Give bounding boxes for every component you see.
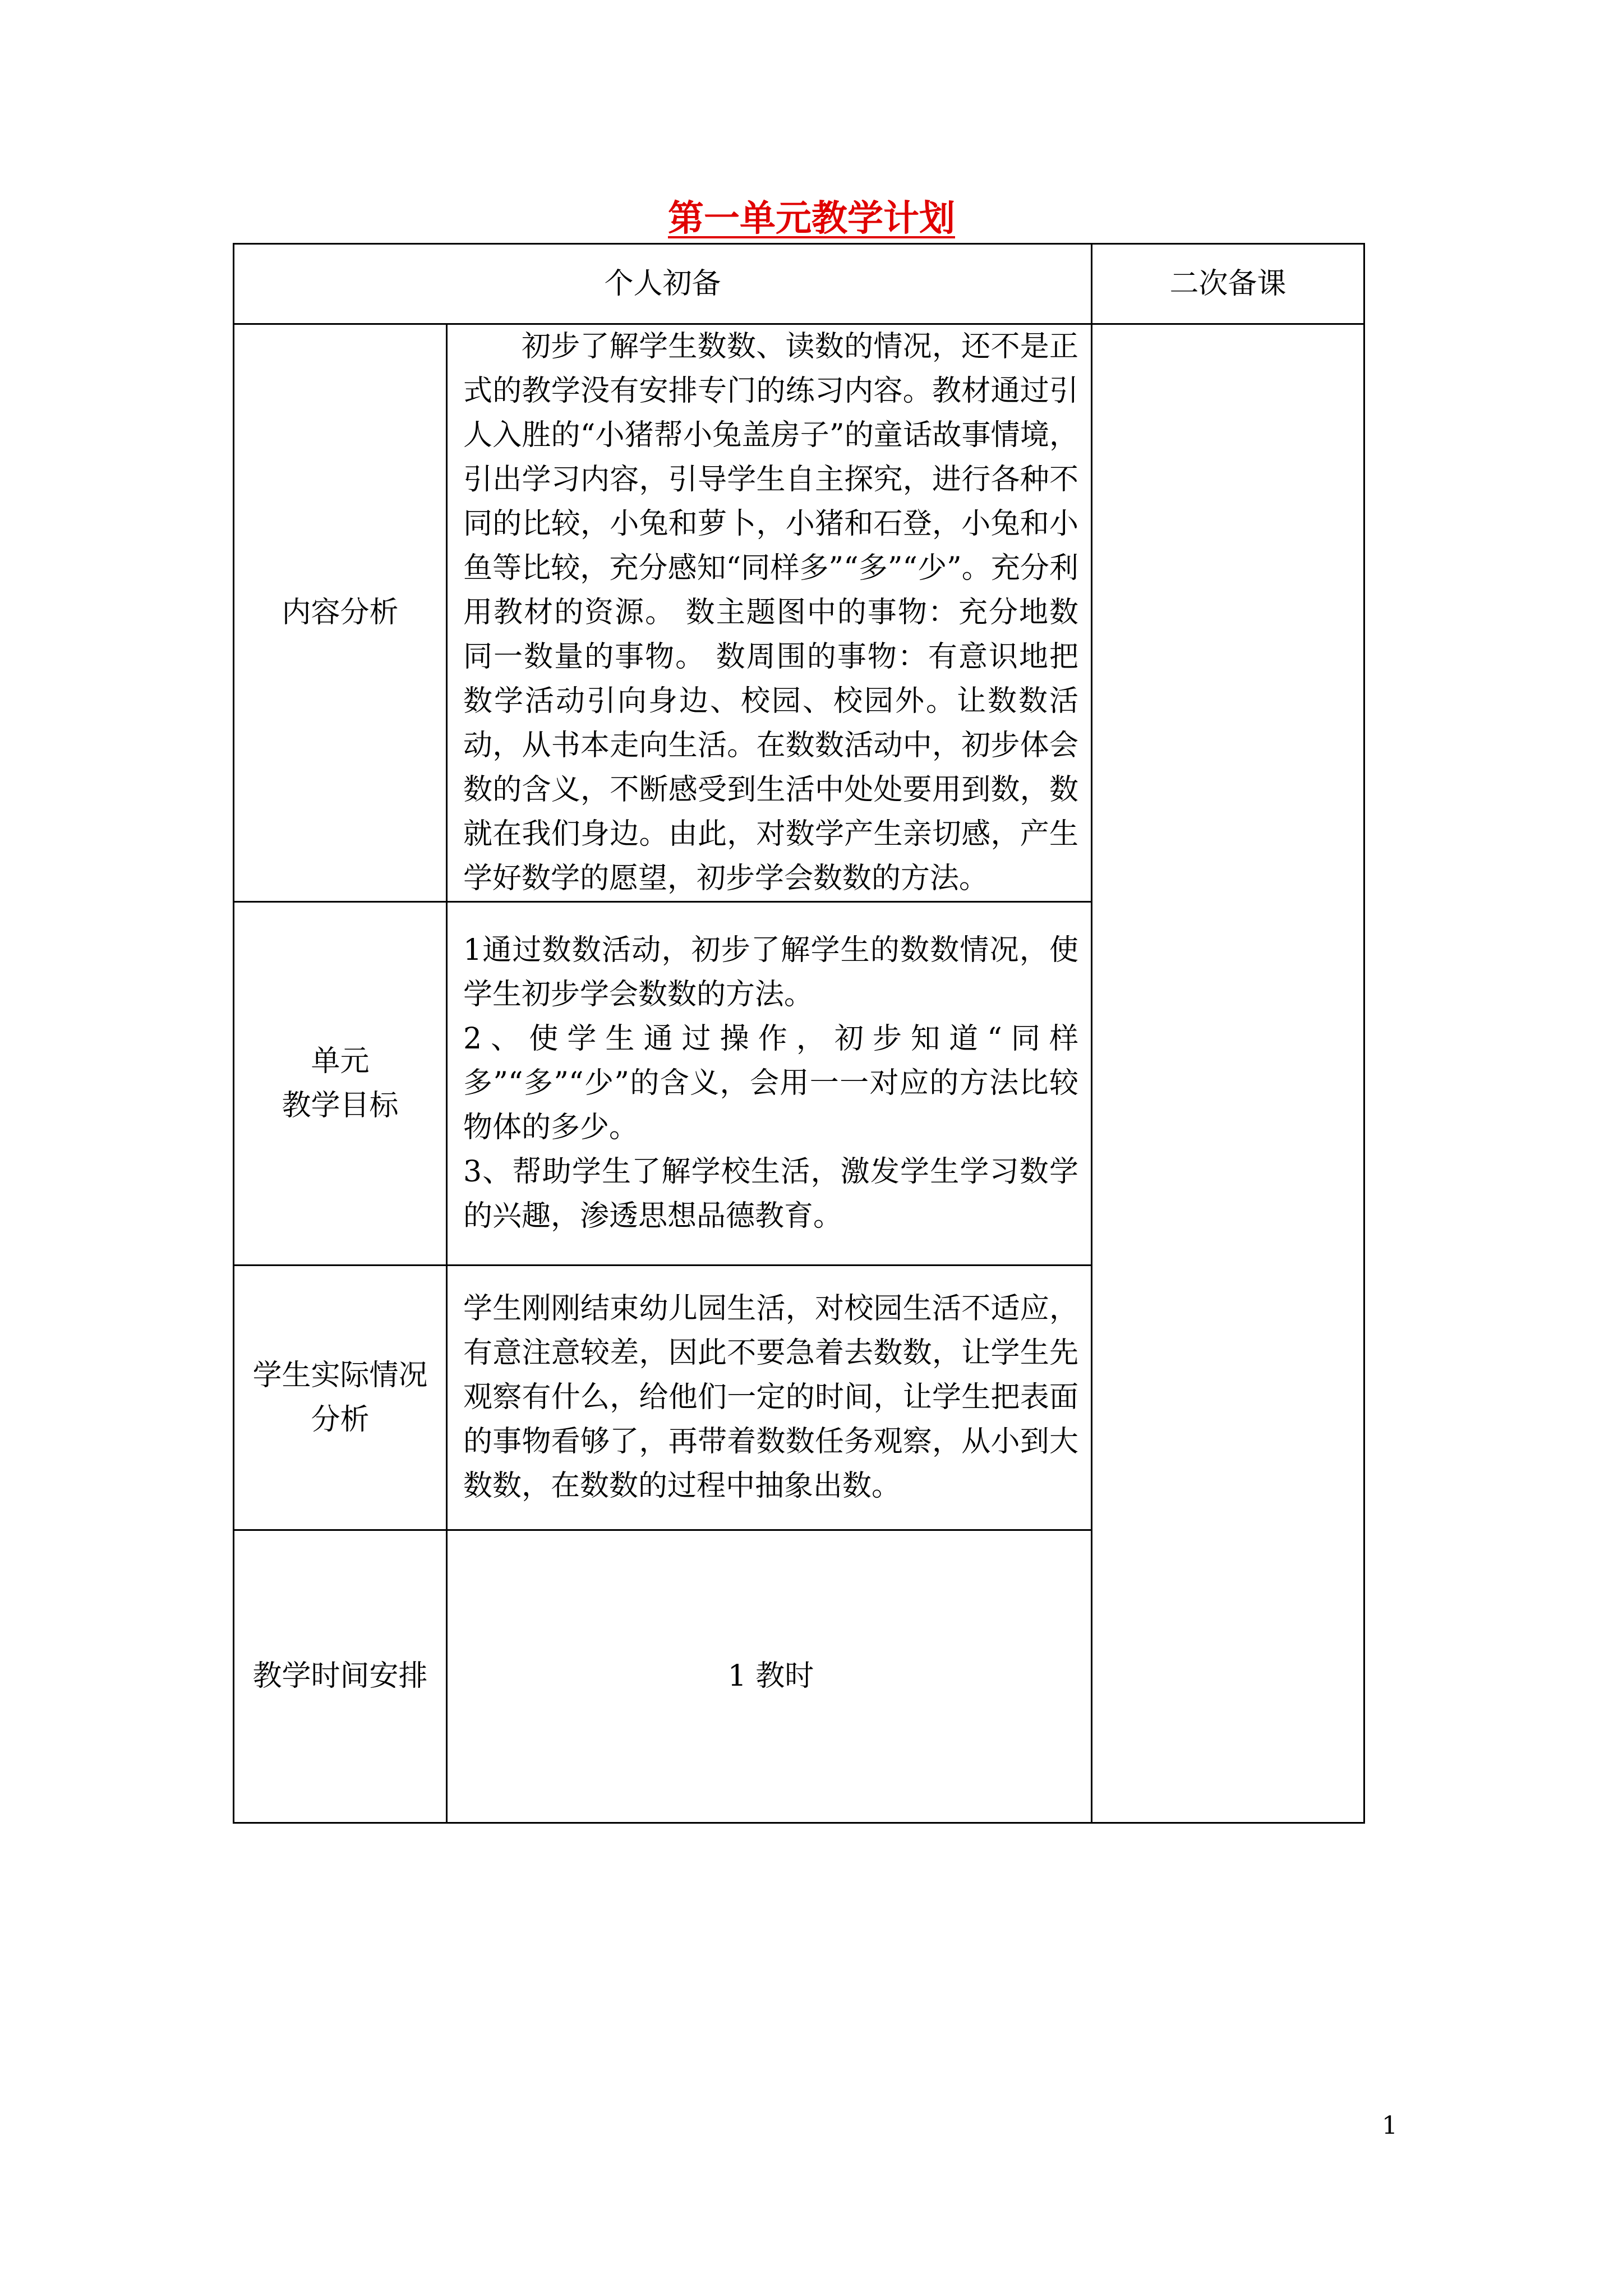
student-analysis-label [234, 1266, 447, 1530]
page-title: 第一单元教学计划 [668, 197, 955, 240]
student-analysis-text: 学生刚刚结束幼儿园生活，对校园生活不适应，有意注意较差，因此不要急着去数数，让学生先观察有什么，给他们一定的时间，让学生把表面的事物看够了，再带着数数任务观察，从小到大数数，在数数的过程中抽象出数。 [447, 1266, 1092, 1530]
second-prep-header: 二次备课 [1092, 244, 1364, 324]
goal-item: 3、帮助学生了解学校生活，激发学生学习数学的兴趣，渗透思想品德教育。 [463, 1155, 1079, 1233]
goal-item: 2、使学生通过操作，初步知道“同样多”“多”“少”的含义，会用一一对应的方法比较物体的多少。 [463, 1022, 1079, 1144]
unit-goals-label-line1: 单元 [311, 1044, 370, 1078]
teaching-plan-table [233, 243, 1365, 1824]
unit-goals-label [234, 902, 447, 1266]
unit-goals-label-line2: 教学目标 [282, 1088, 399, 1122]
schedule-text: 1 教时 [447, 1530, 1092, 1823]
unit-goals-text [447, 902, 1092, 1266]
second-prep-cell [1092, 324, 1364, 1823]
student-analysis-label-line1: 学生实际情况 [252, 1358, 428, 1392]
personal-prep-header: 个人初备 [234, 244, 1092, 324]
student-analysis-label-line2: 分析 [311, 1402, 370, 1437]
content-analysis-text: 初步了解学生数数、读数的情况，还不是正式的教学没有安排专门的练习内容。教材通过引人入胜的“小猪帮小兔盖房子”的童话故事情境，引出学习内容，引导学生自主探究，进行各种不同的比较，小兔和萝卜，小猪和石登，小兔和小鱼等比较，充分感知“同样多”“多”“少”。充分利用教材的资源。 数主题图中的事物：充分地数同一数量的事物。 数周围的事物：有意识地把数学活动引向身边、校园、校园外。让数数活动，从书本走向生活。在数数活动中，初步体会数的含义，不断感受到生活中处处要用到数，数就在我们身边。由此，对数学产生亲切感，产生学好数学的愿望，初步学会数数的方法。 [447, 324, 1092, 902]
table-row [234, 324, 1364, 902]
table-header-row [234, 244, 1364, 324]
content-analysis-label: 内容分析 [234, 324, 447, 902]
page-number: 1 [1382, 2111, 1398, 2140]
schedule-label: 教学时间安排 [234, 1530, 447, 1823]
goal-item: 1通过数数活动，初步了解学生的数数情况，使学生初步学会数数的方法。 [463, 933, 1079, 1011]
